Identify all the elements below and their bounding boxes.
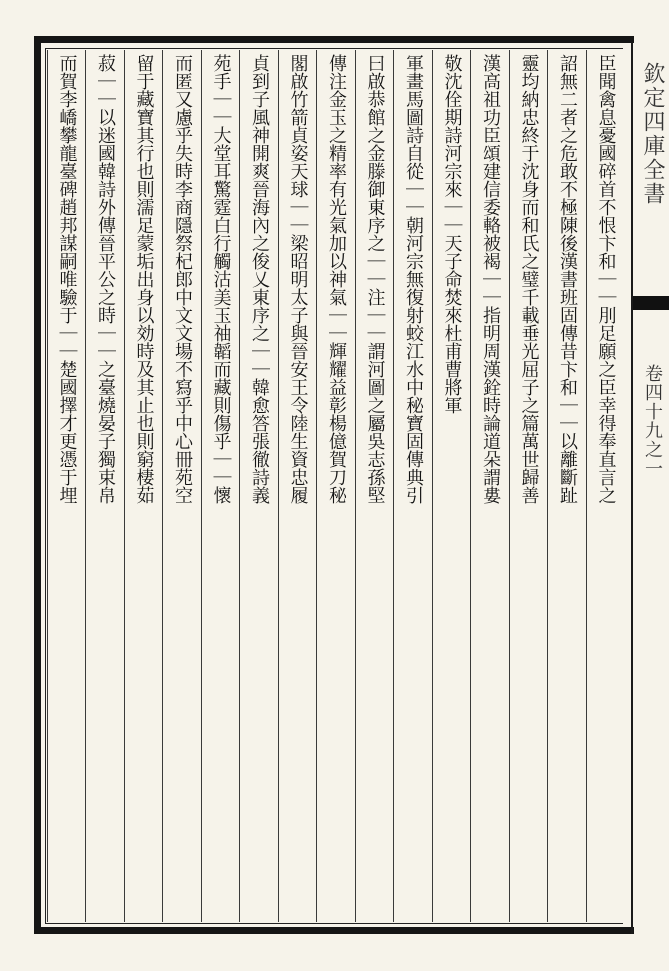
book-title-margin: 欽定四庫全書 [640,62,665,206]
text-column: 漢高祖功臣頌建信委輅被褐｜｜指明周漢銓時論道朵謂婁 [480,54,501,504]
text-column: 臣聞禽息憂國碎首不恨卞和｜｜刖足願之臣幸得奉直言之 [595,54,617,504]
text-column: 貞到子風神開爽晉海內之俊乂東序之｜｜韓愈答張徹詩義 [249,54,270,504]
text-column: 軍畫馬圖詩自從｜｜朝河宗無復射蛟江水中秘寶固傳典引 [403,54,424,504]
text-column: 苑手｜｜大堂耳驚霆白行觸沽美玉䄂韜而藏則傷乎｜｜懷 [210,54,232,504]
juan-number-margin: 卷四十九之一 [642,364,663,478]
text-column: 而匿又慮乎失時李商隱祭杞郎中文文場不寫乎中心冊苑空 [172,54,193,504]
column-divider [47,50,48,922]
text-column: 靈均納忠終于沈身而和氏之璧千載垂光屈子之篇萬世歸善 [518,54,540,504]
text-column: 曰啟恭館之金滕御東序之｜｜注｜｜謂河圖之屬吳志孫堅 [364,54,386,504]
text-column: 詔無二者之危敢不極陳後漢書班固傳昔卞和｜｜以離斷趾 [557,54,578,504]
text-column: 留于藏寶其行也則濡足蒙垢出身以効時及其止也則窮棲茹 [133,54,155,504]
fish-tail-mark [633,296,669,310]
text-column: 敬沈佺期詩河宗來｜｜天子命焚來杜甫曹將軍 [441,54,463,414]
text-column: 閣啟竹箭貞姿天球｜｜梁昭明太子與晉安王令陸生資忠履 [287,54,309,504]
text-column: 而賀李嶠攀龍臺碑趙邦謀嗣唯驗于｜｜楚國擇才更憑于埋 [56,54,78,504]
text-column: 傳注金玉之精率有光氣加以神氣｜｜輝耀益彰楊億賀刀秘 [326,54,347,504]
text-column: 菽｜｜以迷國韓詩外傳晉平公之時｜｜之臺燒晏子獨束帛 [95,54,116,504]
